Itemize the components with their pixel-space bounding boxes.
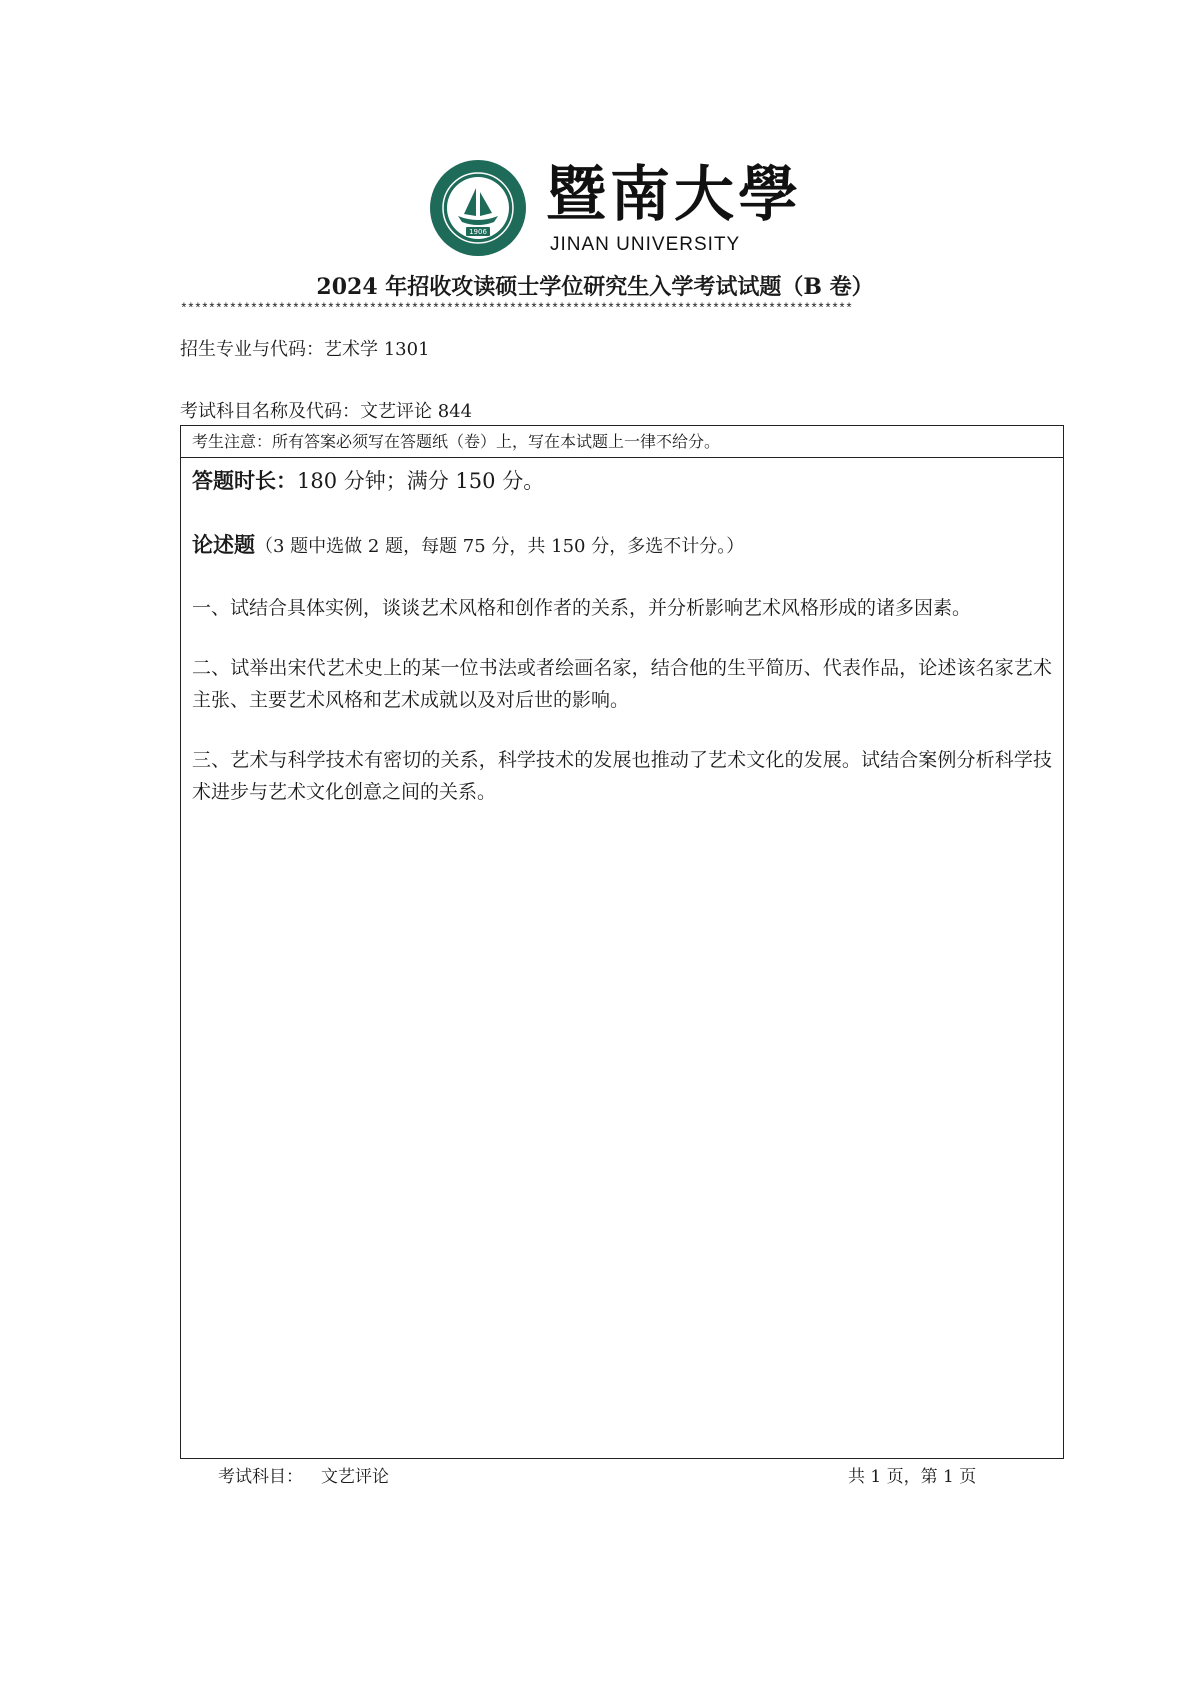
major-code-line: 招生专业与代码：艺术学 1301 bbox=[180, 339, 430, 360]
exam-title: 2024 年招收攻读硕士学位研究生入学考试试题（B 卷） bbox=[316, 274, 874, 300]
exam-duration bbox=[192, 464, 1052, 498]
question-1: 一、试结合具体实例，谈谈艺术风格和创作者的关系，并分析影响艺术风格形成的诸多因素。 bbox=[192, 597, 972, 619]
question-3: 三、艺术与科学技术有密切的关系，科学技术的发展也推动了艺术文化的发展。试结合案例分析科学技术进步与艺术文化创意之间的关系。 bbox=[192, 749, 1052, 803]
seal-year: 1906 bbox=[469, 228, 487, 236]
university-logo bbox=[428, 156, 802, 262]
section-label: 论述题 bbox=[192, 533, 255, 557]
question-box bbox=[180, 425, 1064, 1459]
footer-subject-label: 考试科目： bbox=[218, 1467, 303, 1487]
star-separator: ************************************************************************************************ bbox=[180, 301, 853, 316]
section-description: （3 题中选做 2 题，每题 75 分，共 150 分，多选不计分。） bbox=[255, 536, 745, 557]
question-2: 二、试举出宋代艺术史上的某一位书法或者绘画名家，结合他的生平简历、代表作品，论述该名家艺术主张、主要艺术风格和艺术成就以及对后世的影响。 bbox=[192, 657, 1052, 711]
duration-label: 答题时长： bbox=[192, 469, 297, 493]
footer-subject-value: 文艺评论 bbox=[321, 1467, 389, 1487]
subject-code-line: 考试科目名称及代码：文艺评论 844 bbox=[180, 401, 473, 422]
footer-subject bbox=[218, 1462, 389, 1487]
candidate-notice: 考生注意：所有答案必须写在答题纸（卷）上，写在本试题上一律不给分。 bbox=[181, 426, 1063, 458]
duration-value: 180 分钟；满分 150 分。 bbox=[297, 469, 545, 493]
logo-chinese-name: 暨南大學 bbox=[546, 160, 802, 230]
footer-page-info: 共 1 页，第 1 页 bbox=[848, 1467, 977, 1487]
section-heading bbox=[192, 528, 1052, 564]
logo-english-name: JINAN UNIVERSITY bbox=[550, 234, 741, 255]
university-seal-icon bbox=[428, 158, 528, 258]
question-body bbox=[181, 458, 1063, 808]
